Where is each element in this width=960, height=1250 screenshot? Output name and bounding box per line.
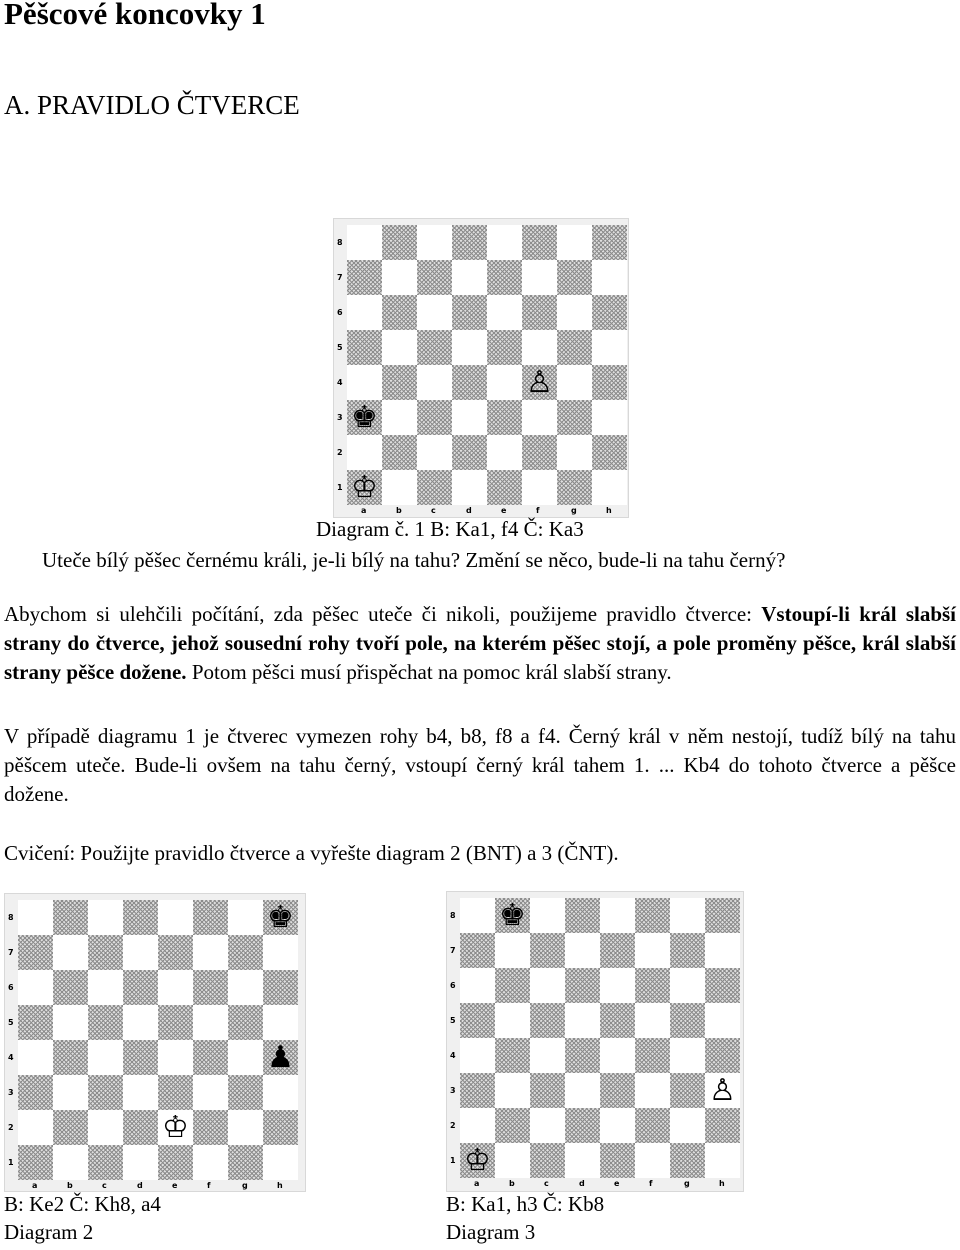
board-square — [193, 1075, 228, 1110]
board-square — [382, 330, 417, 365]
board-square — [53, 1110, 88, 1145]
board-square — [382, 470, 417, 505]
board-square — [88, 935, 123, 970]
board-square — [88, 1005, 123, 1040]
file-label: d — [466, 506, 472, 515]
file-label: e — [501, 506, 507, 515]
board-square — [88, 1075, 123, 1110]
board-square — [557, 400, 592, 435]
diagram-3-position: B: Ka1, h3 Č: Kb8 — [446, 1192, 605, 1216]
file-label: b — [396, 506, 402, 515]
board-square — [123, 1075, 158, 1110]
board-square — [635, 1038, 670, 1073]
board-square — [53, 1005, 88, 1040]
file-label: a — [32, 1181, 38, 1190]
rank-label: 4 — [450, 1051, 456, 1060]
board-square — [53, 900, 88, 935]
board-square — [193, 1005, 228, 1040]
board-square — [495, 1073, 530, 1108]
board-square — [347, 225, 382, 260]
board-square — [347, 295, 382, 330]
board-square — [565, 898, 600, 933]
white-king-icon: ♔ — [464, 1142, 491, 1178]
board-square — [452, 225, 487, 260]
rank-label: 4 — [337, 378, 343, 387]
board-square — [460, 1038, 495, 1073]
board-square — [228, 900, 263, 935]
board-square — [460, 1003, 495, 1038]
board-square — [565, 1108, 600, 1143]
board-square — [495, 1108, 530, 1143]
board-square — [158, 935, 193, 970]
board-square — [452, 400, 487, 435]
diagram-3-label: Diagram 3 — [446, 1220, 536, 1244]
board-square — [263, 1145, 298, 1180]
board-square — [382, 365, 417, 400]
board-square — [600, 1143, 635, 1178]
board-square — [565, 1073, 600, 1108]
board-square — [452, 435, 487, 470]
rank-label: 6 — [337, 308, 343, 317]
board-square — [495, 933, 530, 968]
board-square — [487, 295, 522, 330]
board-square — [670, 1143, 705, 1178]
rank-label: 5 — [450, 1016, 456, 1025]
board-square — [452, 330, 487, 365]
file-label: a — [474, 1179, 480, 1188]
black-king-icon: ♚ — [351, 399, 378, 435]
board-square — [193, 970, 228, 1005]
board-square — [487, 400, 522, 435]
file-label: h — [719, 1179, 725, 1188]
board-square — [417, 295, 452, 330]
board-square — [705, 1143, 740, 1178]
board-square — [228, 935, 263, 970]
board-square — [18, 1145, 53, 1180]
rank-label: 6 — [450, 981, 456, 990]
board-square — [600, 933, 635, 968]
board-square — [88, 970, 123, 1005]
file-label: g — [571, 506, 577, 515]
board-square — [88, 1110, 123, 1145]
file-label: f — [536, 506, 540, 515]
board-square — [382, 225, 417, 260]
board-square — [123, 1005, 158, 1040]
board-square — [460, 1073, 495, 1108]
board-square — [670, 968, 705, 1003]
board-square — [452, 260, 487, 295]
board-square — [263, 1075, 298, 1110]
board-square — [592, 435, 627, 470]
board-square — [705, 1003, 740, 1038]
board-square — [600, 1003, 635, 1038]
rank-label: 1 — [8, 1158, 14, 1167]
diagram-1-caption: Diagram č. 1 B: Ka1, f4 Č: Ka3 — [316, 517, 584, 541]
board-square — [53, 1040, 88, 1075]
board-square — [565, 1038, 600, 1073]
board-square — [417, 400, 452, 435]
file-label: g — [684, 1179, 690, 1188]
paragraph-explanation: V případě diagramu 1 je čtverec vymezen rohy b4, b8, f8 a f4. Černý král v něm nestojí, tudíž bílý na tahu pěšcem uteče. Bude-li ovšem na tahu černý, vstoupí černý král tahem 1. ... Kb4 do tohoto čtverce a pěšce dožene. — [4, 724, 956, 806]
rank-label: 1 — [337, 483, 343, 492]
file-label: h — [606, 506, 612, 515]
board-square — [522, 470, 557, 505]
board-square — [592, 330, 627, 365]
rank-label: 2 — [337, 448, 343, 457]
board-square — [158, 1040, 193, 1075]
board-square — [705, 933, 740, 968]
board-square — [18, 1005, 53, 1040]
board-square — [487, 435, 522, 470]
board-square — [88, 900, 123, 935]
board-square — [158, 1145, 193, 1180]
board-square — [417, 260, 452, 295]
board-square — [460, 933, 495, 968]
board-square — [705, 968, 740, 1003]
board-square — [530, 1073, 565, 1108]
rank-label: 5 — [8, 1018, 14, 1027]
board-square — [705, 898, 740, 933]
board-square — [417, 365, 452, 400]
board-square — [53, 1145, 88, 1180]
board-square — [263, 970, 298, 1005]
board-square — [565, 1003, 600, 1038]
paragraph-rule-bold: Vstoupí-li král slabší strany do čtverce, jehož sousední rohy tvoří pole, na kterém pěšec stojí, a pole proměny pěšce, král slabší strany pěšce dožene. — [4, 602, 957, 684]
paragraph-rule-intro: Abychom si ulehčili počítání, zda pěšec uteče či nikoli, použijeme pravidlo čtverce: — [4, 602, 762, 626]
board-square — [417, 435, 452, 470]
board-square — [522, 260, 557, 295]
board-square — [495, 1143, 530, 1178]
board-square — [382, 260, 417, 295]
board-square — [460, 968, 495, 1003]
black-pawn-icon: ♟ — [267, 1039, 294, 1075]
rank-label: 7 — [8, 948, 14, 957]
rank-label: 3 — [8, 1088, 14, 1097]
board-square — [452, 365, 487, 400]
board-square — [460, 1108, 495, 1143]
file-label: a — [361, 506, 367, 515]
page-title: Pěšcové koncovky 1 — [4, 0, 266, 31]
board-square — [635, 1143, 670, 1178]
board-square — [522, 295, 557, 330]
chess-diagram-2 — [4, 893, 306, 1192]
board-square — [452, 470, 487, 505]
rank-label: 8 — [8, 913, 14, 922]
rank-label: 7 — [337, 273, 343, 282]
file-label: c — [544, 1179, 549, 1188]
board-square — [635, 933, 670, 968]
board-square — [228, 970, 263, 1005]
board-square — [158, 1005, 193, 1040]
board-square — [18, 935, 53, 970]
board-square — [193, 1145, 228, 1180]
board-square — [705, 1108, 740, 1143]
exercise-text: Cvičení: Použijte pravidlo čtverce a vyřešte diagram 2 (BNT) a 3 (ČNT). — [4, 841, 619, 865]
board-square — [705, 1038, 740, 1073]
board-square — [487, 470, 522, 505]
board-square — [123, 1110, 158, 1145]
board-square — [495, 1003, 530, 1038]
board-square — [347, 330, 382, 365]
diagram-2-label: Diagram 2 — [4, 1220, 94, 1244]
board-square — [670, 1108, 705, 1143]
rank-label: 8 — [450, 911, 456, 920]
board-square — [557, 295, 592, 330]
board-square — [263, 1005, 298, 1040]
board-square — [228, 1005, 263, 1040]
black-king-icon: ♚ — [267, 899, 294, 935]
file-label: c — [102, 1181, 107, 1190]
rank-label: 5 — [337, 343, 343, 352]
rank-label: 8 — [337, 238, 343, 247]
rank-label: 7 — [450, 946, 456, 955]
board-square — [382, 400, 417, 435]
board-square — [600, 968, 635, 1003]
board-square — [670, 1003, 705, 1038]
board-square — [228, 1145, 263, 1180]
board-square — [460, 898, 495, 933]
chess-diagram-1 — [333, 218, 629, 518]
white-king-icon: ♔ — [162, 1109, 189, 1145]
board-square — [522, 330, 557, 365]
file-label: f — [207, 1181, 211, 1190]
file-label: b — [509, 1179, 515, 1188]
board-square — [600, 898, 635, 933]
file-label: e — [614, 1179, 620, 1188]
board-square — [565, 933, 600, 968]
file-label: d — [579, 1179, 585, 1188]
board-square — [193, 900, 228, 935]
board-square — [635, 1073, 670, 1108]
file-label: g — [242, 1181, 248, 1190]
board-square — [600, 1108, 635, 1143]
board-square — [670, 1038, 705, 1073]
board-square — [592, 295, 627, 330]
board-square — [193, 1110, 228, 1145]
board-square — [123, 1040, 158, 1075]
file-label: e — [172, 1181, 178, 1190]
board-square — [522, 400, 557, 435]
rank-label: 2 — [8, 1123, 14, 1132]
board-square — [557, 365, 592, 400]
board-square — [123, 935, 158, 970]
board-square — [557, 330, 592, 365]
board-square — [263, 935, 298, 970]
white-pawn-icon: ♙ — [526, 364, 553, 400]
file-label: f — [649, 1179, 653, 1188]
board-square — [670, 1073, 705, 1108]
board-square — [635, 1003, 670, 1038]
rank-label: 2 — [450, 1121, 456, 1130]
file-label: d — [137, 1181, 143, 1190]
board-square — [228, 1040, 263, 1075]
rank-label: 6 — [8, 983, 14, 992]
board-square — [592, 365, 627, 400]
board-square — [53, 970, 88, 1005]
board-square — [123, 1145, 158, 1180]
board-square — [487, 260, 522, 295]
board-square — [670, 933, 705, 968]
board-square — [522, 435, 557, 470]
board-square — [53, 1075, 88, 1110]
board-square — [557, 260, 592, 295]
board-square — [592, 400, 627, 435]
board-square — [193, 1040, 228, 1075]
board-square — [382, 435, 417, 470]
file-label: c — [431, 506, 436, 515]
board-square — [600, 1038, 635, 1073]
board-square — [193, 935, 228, 970]
board-square — [18, 1075, 53, 1110]
board-square — [123, 900, 158, 935]
file-label: b — [67, 1181, 73, 1190]
board-square — [522, 225, 557, 260]
board-square — [487, 330, 522, 365]
board-square — [530, 1143, 565, 1178]
board-square — [88, 1145, 123, 1180]
board-square — [530, 1003, 565, 1038]
paragraph-rule-tail: Potom pěšci musí přispěchat na pomoc král slabší strany. — [186, 660, 672, 684]
board-square — [592, 470, 627, 505]
board-square — [347, 435, 382, 470]
board-square — [530, 898, 565, 933]
board-square — [158, 1075, 193, 1110]
file-label: h — [277, 1181, 283, 1190]
board-square — [487, 225, 522, 260]
board-square — [495, 1038, 530, 1073]
white-pawn-icon: ♙ — [709, 1072, 736, 1108]
board-square — [123, 970, 158, 1005]
board-square — [417, 225, 452, 260]
board-square — [557, 435, 592, 470]
section-heading: A. PRAVIDLO ČTVERCE — [4, 90, 300, 120]
paragraph-rule — [4, 600, 956, 687]
board-square — [635, 968, 670, 1003]
board-square — [565, 1143, 600, 1178]
board-square — [565, 968, 600, 1003]
board-square — [530, 933, 565, 968]
rank-label: 3 — [337, 413, 343, 422]
diagram-2-position: B: Ke2 Č: Kh8, a4 — [4, 1192, 161, 1216]
board-square — [18, 900, 53, 935]
board-square — [557, 470, 592, 505]
board-square — [670, 898, 705, 933]
board-square — [635, 898, 670, 933]
board-square — [158, 900, 193, 935]
rank-label: 4 — [8, 1053, 14, 1062]
chess-diagram-3 — [446, 891, 744, 1192]
board-square — [382, 295, 417, 330]
white-king-icon: ♔ — [351, 469, 378, 505]
board-square — [228, 1110, 263, 1145]
board-square — [347, 260, 382, 295]
board-square — [600, 1073, 635, 1108]
diagram-1-question: Uteče bílý pěšec černému králi, je-li bílý na tahu? Změní se něco, bude-li na tahu černý? — [42, 548, 786, 572]
board-square — [495, 968, 530, 1003]
board-square — [417, 330, 452, 365]
board-square — [417, 470, 452, 505]
board-square — [452, 295, 487, 330]
board-square — [530, 968, 565, 1003]
board-square — [228, 1075, 263, 1110]
rank-label: 1 — [450, 1156, 456, 1165]
board-square — [530, 1108, 565, 1143]
board-square — [557, 225, 592, 260]
board-square — [487, 365, 522, 400]
board-square — [18, 970, 53, 1005]
black-king-icon: ♚ — [499, 897, 526, 933]
board-square — [635, 1108, 670, 1143]
board-square — [592, 260, 627, 295]
board-square — [592, 225, 627, 260]
board-square — [18, 1040, 53, 1075]
board-square — [158, 970, 193, 1005]
board-square — [53, 935, 88, 970]
board-square — [347, 365, 382, 400]
board-square — [530, 1038, 565, 1073]
board-square — [88, 1040, 123, 1075]
board-square — [263, 1110, 298, 1145]
board-square — [18, 1110, 53, 1145]
rank-label: 3 — [450, 1086, 456, 1095]
